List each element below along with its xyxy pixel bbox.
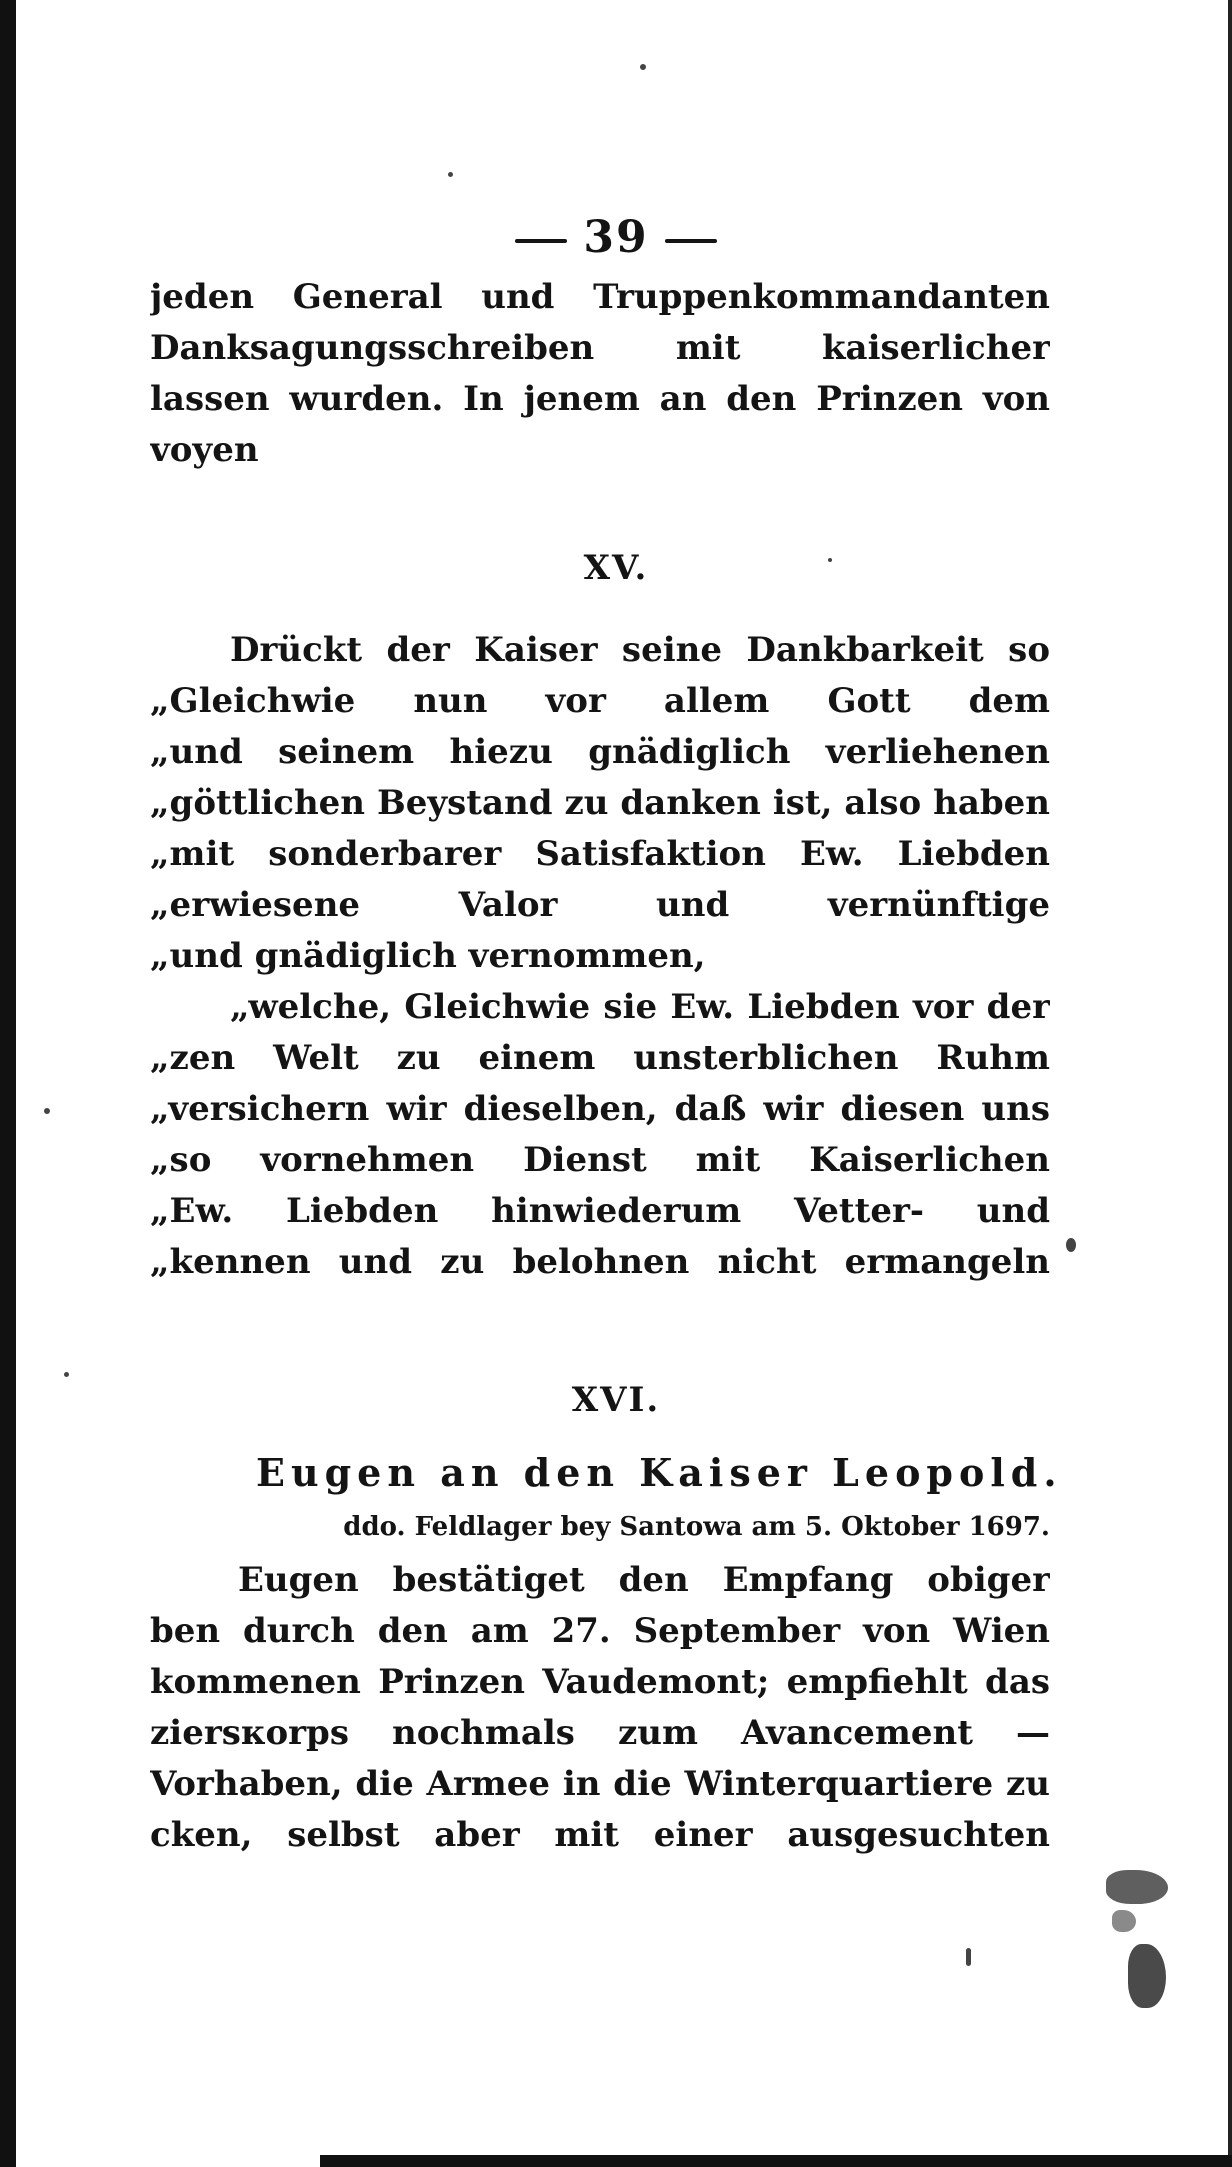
scan-speck [640,64,646,70]
text-line: „Ew. Liebden hinwiederum Vetter- und [150,1191,1050,1231]
text-line: „kennen und zu belohnen nicht ermangeln [150,1242,1050,1282]
text-line: kommenen Prinzen Vaudemont; empfiehlt das [150,1662,1050,1702]
page-number: 39 [583,212,649,263]
letter-heading: Eugen an den Kaiser Leopold. [256,1450,1063,1495]
section-number-xvi: XVI. [571,1380,661,1420]
scan-speck [1066,1238,1076,1252]
continuation-paragraph [150,272,1050,476]
page-header [0,212,1232,263]
scan-speck [64,1372,69,1377]
section-xv-text [150,625,1050,1288]
scan-speck [966,1948,971,1966]
text-line: „mit sonderbarer Satisfaktion Ew. Liebden [150,834,1050,874]
text-line: ben durch den am 27. September von Wien [150,1611,1050,1651]
text-line: „erwiesene Valor und vernünftige [150,885,1050,925]
text-line: „zen Welt zu einem unsterblichen Ruhm [150,1038,1050,1078]
scan-smudge [1106,1870,1168,1904]
scan-smudge [1128,1944,1166,2008]
scan-smudge [1112,1910,1136,1932]
text-line: voyen [150,430,259,470]
text-line: „so vornehmen Dienst mit Kaiserlichen [150,1140,1050,1180]
text-line: „und gnädiglich vernommen, [150,936,706,976]
scan-speck [448,172,453,177]
text-line: ziersкorps nochmals zum Avancement — [150,1713,1050,1753]
text-line: „und seinem hiezu gnädiglich verliehenen [150,732,1050,772]
section-xvi-summary [150,1555,1050,1861]
text-line: lassen wurden. In jenem an den Prinzen von [150,379,1050,419]
letter-dateline: ddo. Feldlager bey Santowa am 5. Oktober 1697. [343,1512,1050,1542]
scan-speck [44,1108,50,1114]
text-line: jeden General und Truppenkommandanten [150,277,1050,317]
text-line: „Gleichwie nun vor allem Gott dem [150,681,1050,721]
section-number-xv: XV. [583,548,649,588]
text-line: cken, selbst aber mit einer ausgesuchten [150,1815,1050,1855]
text-line: Danksagungsschreiben mit kaiserlicher [150,328,1050,368]
text-line: „göttlichen Beystand zu danken ist, also haben [150,783,1050,823]
text-line: Vorhaben, die Armee in die Winterquartiere zu [150,1764,1050,1804]
header-dash-right [665,239,717,243]
header-dash-left [515,239,567,243]
scan-speck [828,558,832,562]
text-line: Eugen bestätiget den Empfang obiger [238,1560,1050,1600]
text-line: „welche, Gleichwie sie Ew. Liebden vor der [230,987,1050,1027]
text-line: Drückt der Kaiser seine Dankbarkeit so [230,630,1050,670]
text-line: „versichern wir dieselben, daß wir diesen uns [150,1089,1050,1129]
